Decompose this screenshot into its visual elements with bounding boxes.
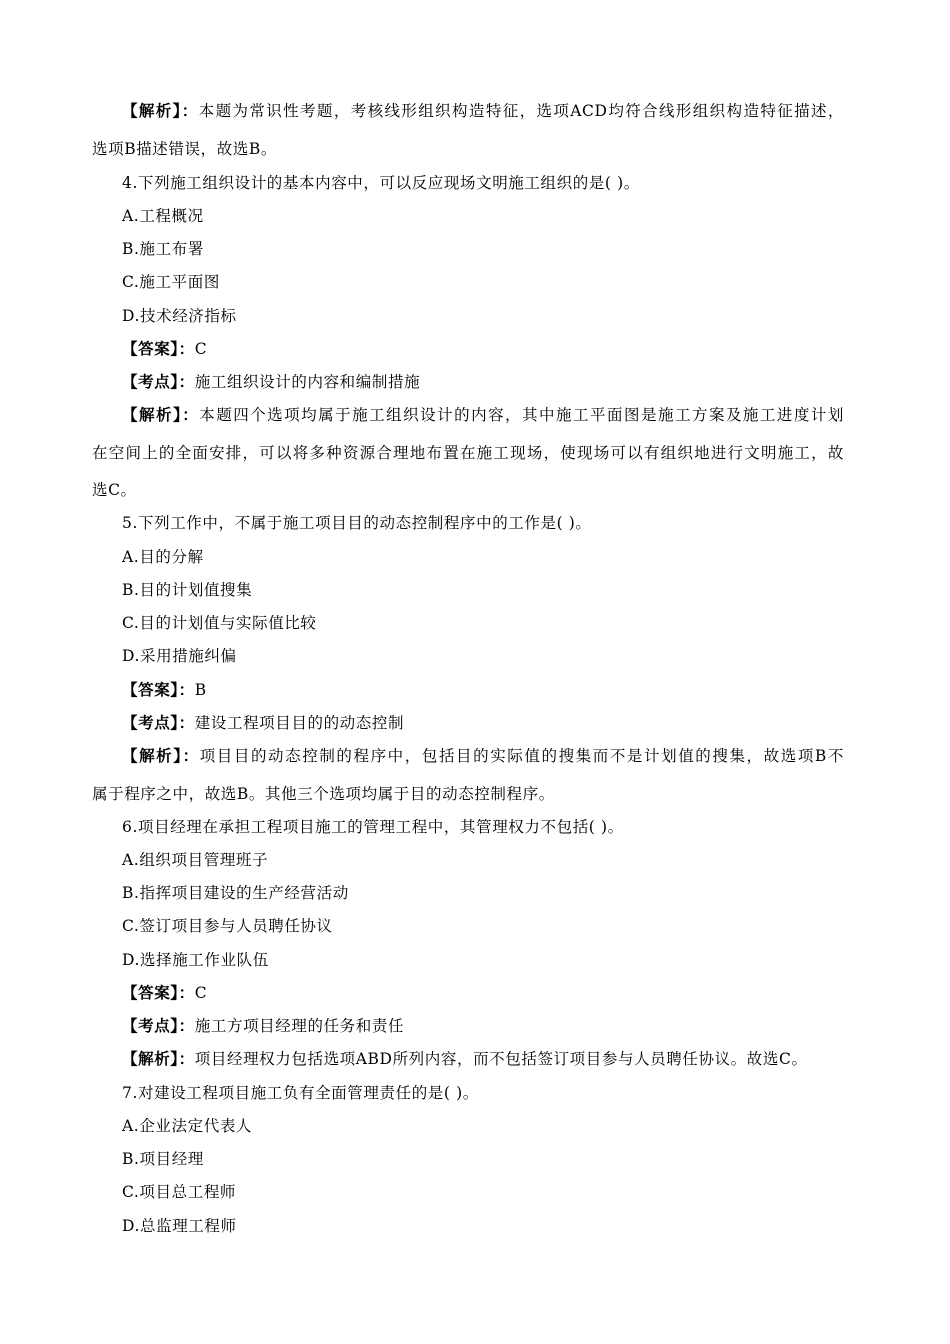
- q7-stem: 7.对建设工程项目施工负有全面管理责任的是( )。: [122, 1084, 479, 1102]
- q5-answer: 【答案】：B: [122, 681, 207, 699]
- q4-answer: 【答案】：C: [122, 340, 208, 358]
- analysis-tag: 【解析】：: [122, 1050, 195, 1068]
- q4-analysis-line1: 【解析】：本题四个选项均属于施工组织设计的内容，其中施工平面图是施工方案及施工进度计划: [122, 406, 844, 424]
- q5-option-b: B.目的计划值搜集: [122, 581, 253, 599]
- q6-stem: 6.项目经理在承担工程项目施工的管理工程中，其管理权力不包括( )。: [122, 818, 624, 836]
- q6-option-a: A.组织项目管理班子: [122, 851, 269, 869]
- q4-analysis-line2: 在空间上的全面安排，可以将多种资源合理地布置在施工现场，使现场可以有组织地进行文明施工，故: [92, 444, 844, 462]
- analysis-tag: 【解析】：: [122, 406, 200, 424]
- answer-tag: 【答案】：: [122, 984, 195, 1002]
- q5-point: 【考点】：建设工程项目目的的动态控制: [122, 714, 405, 732]
- q7-option-d: D.总监理工程师: [122, 1217, 237, 1235]
- q5-option-d: D.采用措施纠偏: [122, 647, 237, 665]
- q3-analysis-line2: 选项B描述错误，故选B。: [92, 140, 277, 158]
- q5-analysis-line2: 属于程序之中，故选B。其他三个选项均属于目的动态控制程序。: [92, 785, 555, 803]
- analysis-tag: 【解析】：: [122, 102, 199, 120]
- point-tag: 【考点】：: [122, 373, 195, 391]
- q5-option-c: C.目的计划值与实际值比较: [122, 614, 317, 632]
- analysis-tag: 【解析】：: [122, 747, 200, 765]
- q6-option-d: D.选择施工作业队伍: [122, 951, 269, 969]
- q7-option-b: B.项目经理: [122, 1150, 204, 1168]
- q4-option-a: A.工程概况: [122, 207, 204, 225]
- answer-tag: 【答案】：: [122, 340, 195, 358]
- q4-stem: 4.下列施工组织设计的基本内容中，可以反应现场文明施工组织的是( )。: [122, 174, 640, 192]
- q4-option-b: B.施工布署: [122, 240, 204, 258]
- q7-option-c: C.项目总工程师: [122, 1183, 237, 1201]
- q7-option-a: A.企业法定代表人: [122, 1117, 253, 1135]
- point-tag: 【考点】：: [122, 1017, 195, 1035]
- q5-stem: 5.下列工作中，不属于施工项目目的动态控制程序中的工作是( )。: [122, 514, 592, 532]
- q6-option-c: C.签订项目参与人员聘任协议: [122, 917, 333, 935]
- point-tag: 【考点】：: [122, 714, 195, 732]
- q4-analysis-line3: 选C。: [92, 481, 137, 499]
- q6-option-b: B.指挥项目建设的生产经营活动: [122, 884, 349, 902]
- q3-analysis-line1: 【解析】：本题为常识性考题，考核线形组织构造特征，选项ACD均符合线形组织构造特征描述，: [122, 102, 844, 120]
- q6-answer: 【答案】：C: [122, 984, 208, 1002]
- q5-analysis-line1: 【解析】：项目目的动态控制的程序中，包括目的实际值的搜集而不是计划值的搜集，故选项B不: [122, 747, 844, 765]
- answer-tag: 【答案】：: [122, 681, 195, 699]
- q4-option-d: D.技术经济指标: [122, 307, 237, 325]
- q4-point: 【考点】：施工组织设计的内容和编制措施: [122, 373, 421, 391]
- q6-analysis-line1: 【解析】：项目经理权力包括选项ABD所列内容，而不包括签订项目参与人员聘任协议。故选C。: [122, 1050, 808, 1068]
- q4-option-c: C.施工平面图: [122, 273, 220, 291]
- q5-option-a: A.目的分解: [122, 548, 204, 566]
- q6-point: 【考点】：施工方项目经理的任务和责任: [122, 1017, 405, 1035]
